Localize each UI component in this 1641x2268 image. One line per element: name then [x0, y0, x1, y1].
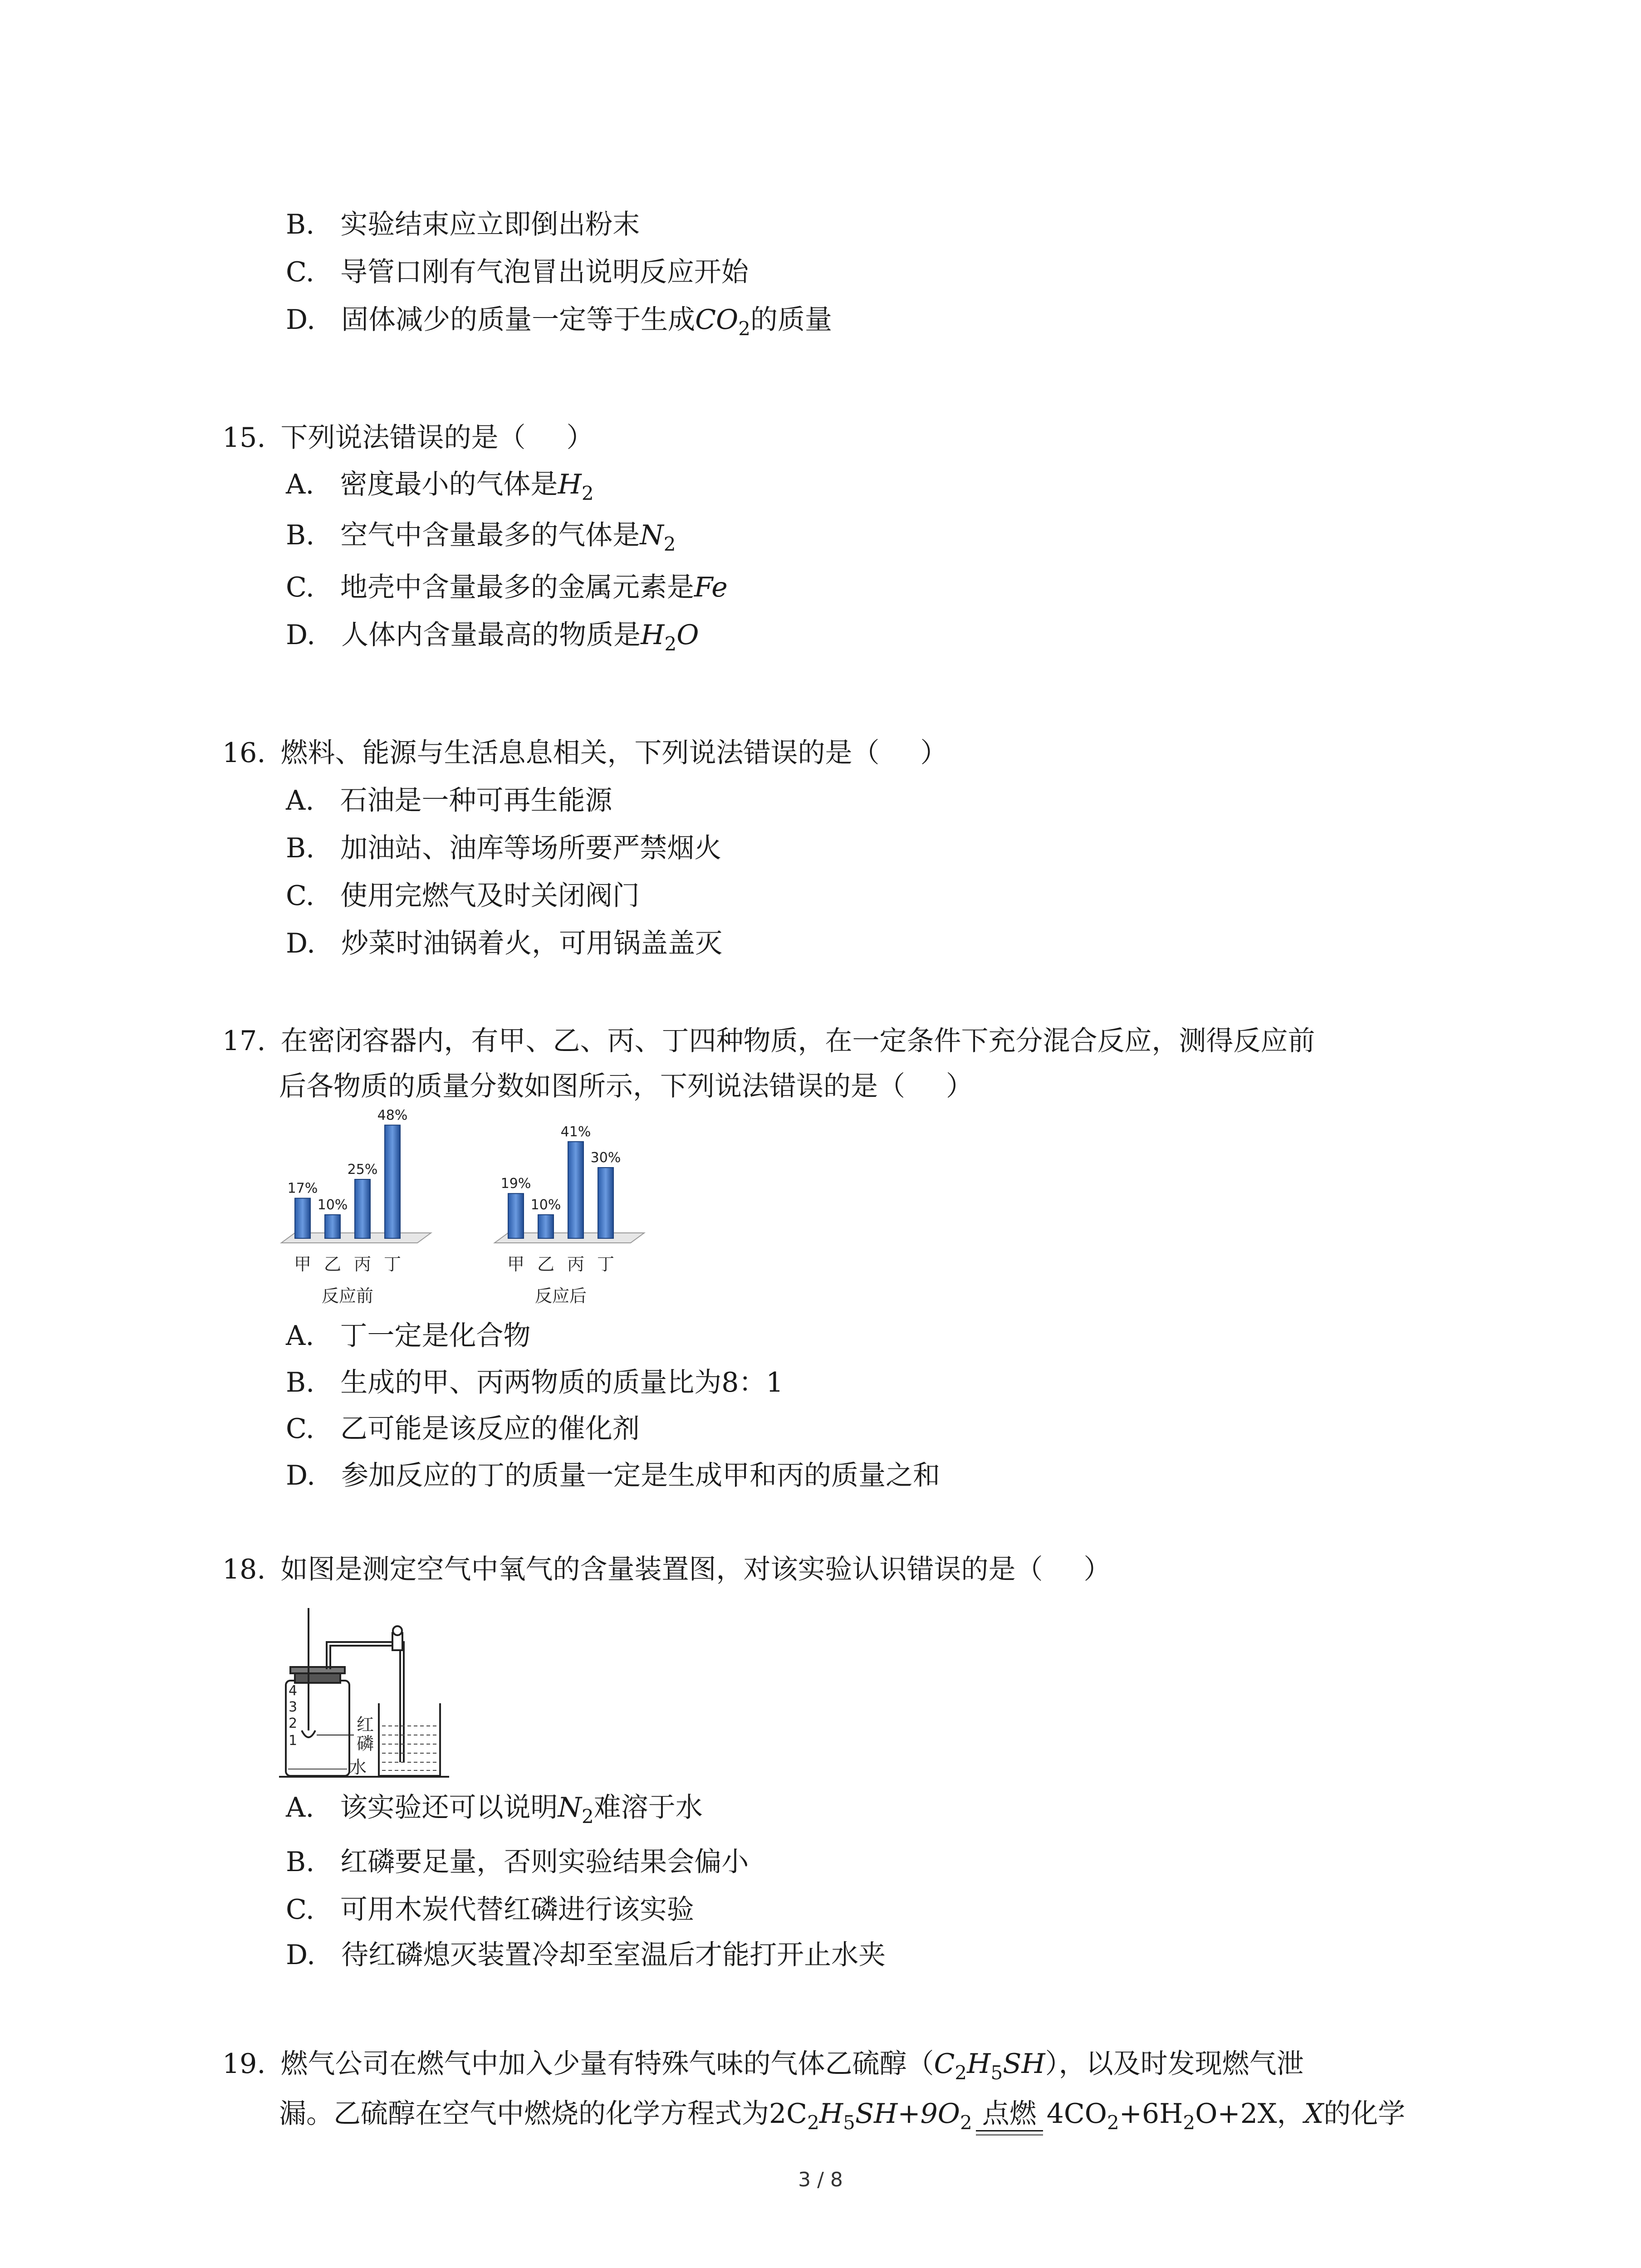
option-letter: D. — [286, 928, 316, 959]
option-letter: A. — [286, 469, 314, 500]
q19-line2 — [279, 2096, 1405, 2132]
option-text: 导管口刚有气泡冒出说明反应开始 — [340, 256, 749, 288]
formula: Fe — [694, 572, 728, 603]
bar-丁 — [598, 1168, 613, 1238]
paren-close: ） — [566, 422, 594, 454]
bar-value-label: 10% — [530, 1197, 561, 1213]
option-text: 待红磷熄灭装置冷却至室温后才能打开止水夹 — [341, 1939, 886, 1971]
bar-乙 — [325, 1215, 340, 1238]
option-text: 炒菜时油锅着火，可用锅盖盖灭 — [341, 928, 723, 959]
formula: O — [676, 619, 699, 651]
q18-option-c — [286, 1892, 694, 1928]
bar-value-label: 10% — [317, 1197, 348, 1213]
q17-stem-line2 — [279, 1068, 973, 1105]
option-letter: C. — [286, 880, 314, 912]
option-text: 参加反应的丁的质量一定是生成甲和丙的质量之和 — [341, 1460, 941, 1491]
formula: H — [819, 2098, 843, 2130]
paren-close: ） — [1083, 1554, 1111, 1585]
q18-option-d — [286, 1937, 886, 1973]
formula: H — [558, 469, 582, 500]
subscript: 2 — [960, 2112, 972, 2134]
q16-stem — [222, 735, 948, 771]
q17-option-c — [286, 1411, 640, 1447]
bar-value-label: 25% — [347, 1162, 378, 1178]
label-red-2: 磷 — [357, 1734, 374, 1754]
category-label: 丙 — [567, 1254, 585, 1274]
combustion-spoon — [302, 1730, 315, 1737]
formula: SH — [1003, 2048, 1045, 2080]
q17-option-d — [286, 1457, 940, 1494]
subscript: 2 — [581, 482, 594, 504]
mark-2: 2 — [289, 1716, 298, 1731]
option-letter: D. — [286, 1460, 316, 1491]
q15-option-a — [286, 466, 594, 503]
q19-line1 — [222, 2046, 1304, 2082]
clamp-knob — [393, 1626, 402, 1635]
option-letter: D. — [286, 1939, 316, 1971]
option-text: 固体减少的质量一定等于生成 — [341, 304, 696, 336]
mark-4: 4 — [289, 1683, 298, 1699]
q16-option-a — [286, 782, 612, 819]
bar-value-label: 48% — [377, 1107, 408, 1124]
paren-close: ） — [920, 737, 948, 769]
q17-bar-charts — [272, 1107, 681, 1325]
chart-before — [281, 1107, 431, 1306]
subscript: 5 — [843, 2112, 855, 2134]
question-number: 16. — [222, 737, 266, 769]
category-label: 丁 — [597, 1254, 615, 1274]
bar-value-label: 19% — [500, 1176, 531, 1192]
q14-option-c — [286, 254, 749, 290]
q18-option-b — [286, 1844, 749, 1880]
chart-title: 反应后 — [534, 1286, 587, 1306]
option-letter: B. — [286, 832, 315, 864]
question-text: 后各物质的质量分数如图所示，下列说法错误的是（ — [279, 1070, 905, 1102]
option-letter: A. — [286, 785, 314, 816]
question-number: 15. — [222, 422, 266, 454]
option-text: 空气中含量最多的气体是 — [340, 519, 640, 551]
option-letter: B. — [286, 1846, 315, 1878]
eq-term: O+2X， — [1195, 2098, 1304, 2130]
q17-stem-line1 — [222, 1023, 1315, 1059]
eq-term: 2C — [769, 2098, 808, 2130]
label-red-1: 红 — [357, 1715, 374, 1735]
q15-stem — [222, 420, 594, 456]
category-label: 乙 — [537, 1254, 555, 1274]
question-text: 燃料、能源与生活息息相关，下列说法错误的是（ — [280, 737, 880, 769]
question-text: 在密闭容器内，有甲、乙、丙、丁四种物质，在一定条件下充分混合反应，测得反应前 — [280, 1025, 1315, 1057]
q17-option-b — [286, 1364, 784, 1401]
category-label: 丙 — [353, 1254, 372, 1274]
eq-term: +6H — [1119, 2098, 1183, 2130]
q16-option-d — [286, 925, 722, 962]
stopper-cap — [290, 1667, 345, 1673]
option-letter: D. — [286, 304, 316, 336]
option-text: 加油站、油库等场所要严禁烟火 — [340, 832, 722, 864]
beaker — [379, 1703, 440, 1776]
option-letter: A. — [286, 1320, 314, 1352]
option-text: 地壳中含量最多的金属元素是 — [340, 572, 694, 603]
category-label: 甲 — [507, 1254, 525, 1274]
chart-after — [495, 1124, 644, 1306]
subscript: 2 — [807, 2112, 819, 2134]
option-letter: C. — [286, 1894, 314, 1926]
q18-stem — [222, 1551, 1111, 1588]
formula: X — [1304, 2098, 1324, 2130]
option-text: 红磷要足量，否则实验结果会偏小 — [340, 1846, 749, 1878]
water-hatch — [382, 1726, 438, 1770]
formula: H — [641, 619, 665, 651]
q15-option-c — [286, 569, 728, 606]
subscript: 5 — [990, 2062, 1003, 2084]
formula: N — [640, 519, 664, 551]
oxygen-apparatus-diagram — [277, 1599, 476, 1789]
option-letter: C. — [286, 1413, 314, 1445]
bar-value-label: 30% — [590, 1150, 621, 1166]
formula: N — [558, 1792, 582, 1823]
subscript: 2 — [955, 2062, 967, 2084]
subscript: 2 — [581, 1805, 594, 1828]
option-letter: B. — [286, 1367, 315, 1398]
option-letter: C. — [286, 256, 314, 288]
question-number: 19. — [222, 2048, 266, 2080]
option-letter: C. — [286, 572, 314, 603]
subscript: 2 — [738, 318, 750, 340]
option-text: 使用完燃气及时关闭阀门 — [340, 880, 640, 912]
bar-甲 — [295, 1198, 310, 1238]
option-text: 该实验还可以说明 — [340, 1792, 558, 1823]
bar-乙 — [538, 1215, 554, 1238]
paren-close: ） — [946, 1070, 973, 1102]
question-text: 燃气公司在燃气中加入少量有特殊气味的气体乙硫醇（ — [280, 2048, 934, 2080]
chart-title: 反应前 — [321, 1286, 374, 1306]
eq-term: 4CO — [1046, 2098, 1107, 2130]
category-label: 甲 — [294, 1254, 312, 1274]
mark-3: 3 — [289, 1699, 298, 1715]
question-text: 的化学 — [1323, 2098, 1406, 2130]
bar-甲 — [508, 1193, 524, 1238]
question-text: 漏。乙硫醇在空气中燃烧的化学方程式为 — [279, 2098, 769, 2130]
bar-丙 — [568, 1142, 583, 1238]
option-text: 人体内含量最高的物质是 — [341, 619, 641, 651]
option-text: 难溶于水 — [593, 1792, 703, 1823]
q16-option-b — [286, 830, 721, 866]
formula: C — [934, 2048, 955, 2080]
option-letter: D. — [286, 619, 316, 651]
option-text: 的质量 — [750, 304, 832, 336]
question-text: 下列说法错误的是（ — [280, 422, 526, 454]
q15-option-d — [286, 617, 699, 653]
subscript: 2 — [663, 533, 676, 555]
label-water: 水 — [349, 1757, 367, 1777]
q17-option-a — [286, 1318, 530, 1354]
q18-option-a — [286, 1789, 703, 1826]
q14-option-d — [286, 302, 832, 338]
mark-1: 1 — [289, 1733, 298, 1749]
q16-option-c — [286, 878, 640, 914]
category-label: 丁 — [383, 1254, 402, 1274]
option-text: 乙可能是该反应的催化剂 — [340, 1413, 640, 1445]
question-number: 17. — [222, 1025, 266, 1057]
category-label: 乙 — [323, 1254, 342, 1274]
option-text: 实验结束应立即倒出粉末 — [340, 209, 640, 240]
question-text: ），以及时发现燃气泄 — [1045, 2048, 1304, 2080]
q14-option-b — [286, 206, 640, 243]
question-number: 18. — [222, 1554, 266, 1585]
question-text: 如图是测定空气中氧气的含量装置图，对该实验认识错误的是（ — [280, 1554, 1043, 1585]
option-text: 丁一定是化合物 — [340, 1320, 531, 1352]
bar-丁 — [385, 1125, 400, 1238]
subscript: 2 — [1107, 2112, 1119, 2134]
option-text: 密度最小的气体是 — [340, 469, 558, 500]
bar-value-label: 17% — [287, 1180, 318, 1197]
subscript: 2 — [664, 633, 677, 655]
option-letter: A. — [286, 1792, 314, 1823]
bar-value-label: 41% — [560, 1124, 591, 1140]
option-text: 可用木炭代替红磷进行该实验 — [340, 1894, 694, 1926]
subscript: 2 — [1183, 2112, 1195, 2134]
reaction-condition: 点燃 — [976, 2096, 1043, 2132]
option-letter: B. — [286, 519, 315, 551]
option-text: 生成的甲、丙两物质的质量比为8：1 — [340, 1367, 784, 1398]
equation — [769, 2098, 1304, 2134]
bar-丙 — [355, 1179, 370, 1238]
formula: H — [967, 2048, 991, 2080]
formula: CO — [695, 304, 739, 336]
formula: SH+9O — [855, 2098, 960, 2130]
q15-option-b — [286, 517, 676, 553]
page-number: 3 / 8 — [798, 2168, 843, 2191]
option-letter: B. — [286, 209, 315, 240]
option-text: 石油是一种可再生能源 — [340, 785, 612, 816]
